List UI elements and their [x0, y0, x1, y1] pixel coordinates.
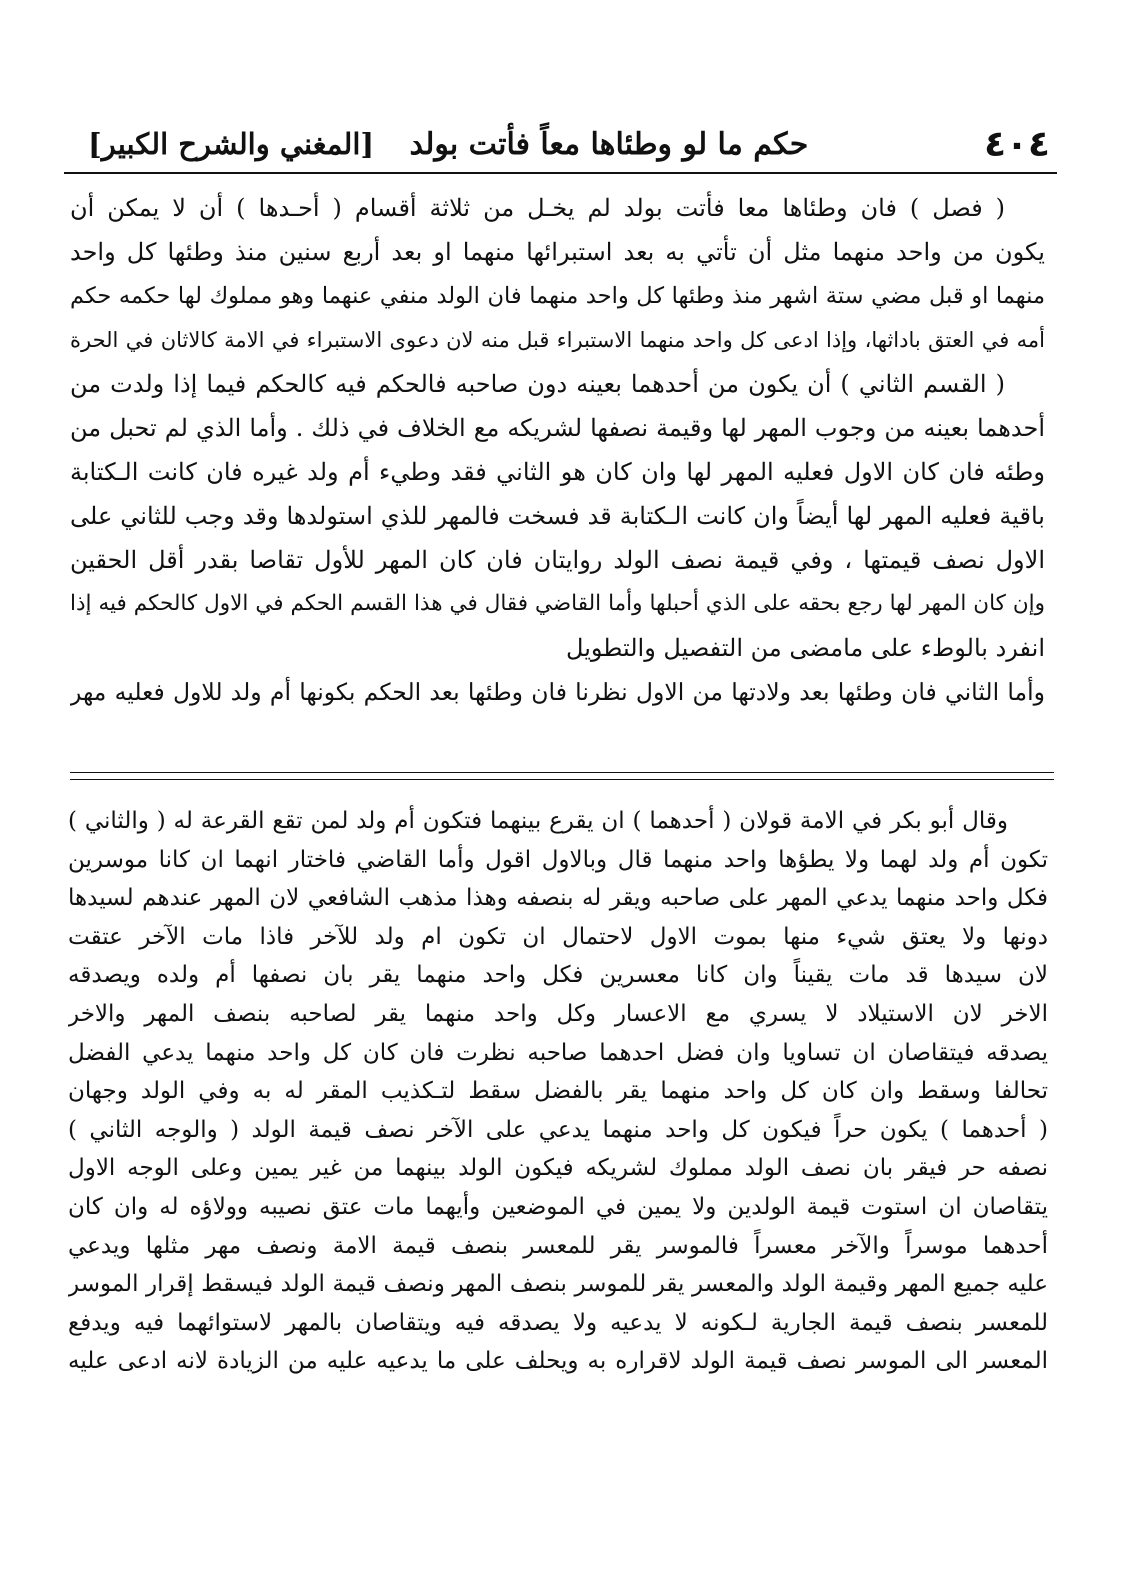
text-line: نصفه حر فيقر بان نصف الولد مملوك لشريكه فيكون الولد بينهما من غير يمين وعلى الوجه الاول [68, 1155, 1048, 1182]
commentary-text-block [68, 802, 1048, 1381]
text-line: ( فصل ) فان وطئاها معا فأتت بولد لم يخـل من ثلاثة أقسام ( أحـدها ) أن لا يمكن أن [70, 194, 1005, 222]
header-divider [64, 172, 1057, 174]
text-line: منهما او قبل مضي ستة اشهر منذ وطئها كل واحد منهما فان الولد منفي عنهما وهو مملوك لها حكمه حكم [70, 283, 1045, 309]
text-line: أمه في العتق باداثها، وإذا ادعى كل واحد منهما الاستبراء قبل منه لان دعوى الاستبراء في الامة كالاثان في الحرة [70, 328, 1045, 352]
text-line: عليه جميع المهر وقيمة الولد والمعسر يقر للموسر بنصف المهر ونصف قيمة الولد فيسقط إقرار الموسر [68, 1271, 1048, 1298]
book-title: [المغني والشرح الكبير] [88, 127, 375, 161]
text-line: وإن كان المهر لها رجع بحقه على الذي أحبلها وأما القاضي فقال في هذا القسم الحكم في الاول كالحكم فيه إذا [70, 591, 1045, 616]
text-line: المعسر الى الموسر نصف قيمة الولد لاقراره به ويحلف على ما يدعيه عليه من الزيادة لانه ادعى عليه [68, 1348, 1048, 1375]
text-line: أحدهما موسراً والآخر معسراً فالموسر يقر للمعسر بنصف قيمة الامة ونصف مهر مثلها ويدعي [68, 1232, 1048, 1259]
text-line: ( القسم الثاني ) أن يكون من أحدهما بعينه دون صاحبه فالحكم فيه كالحكم فيما إذا ولدت من [70, 370, 1006, 398]
text-line: أحدهما بعينه من وجوب المهر لها وقيمة نصفها لشريكه مع الخلاف في ذلك . وأما الذي لم تحبل من [70, 414, 1045, 442]
text-line: الاخر لان الاستيلاد لا يسري مع الاعسار وكل واحد منهما يقر لصاحبه بنصف المهر والاخر [68, 1000, 1048, 1027]
text-line: تحالفا وسقط وان كان كل واحد منهما يقر بالفضل سقط لتـكذيب المقر له به وفي الولد وجهان [68, 1078, 1048, 1105]
text-line: يتقاصان ان استوت قيمة الولدين ولا يمين في الموضعين وأيهما مات عتق نصيبه وولاؤه له وان كان [68, 1193, 1048, 1220]
page-number: ٤٠٤ [984, 123, 1050, 165]
text-line: للمعسر بنصف قيمة الجارية لـكونه لا يدعيه ولا يصدقه فيه ويتقاصان بالمهر لاستوائهما فيه ويدفع [68, 1309, 1048, 1336]
text-line: باقية فعليه المهر لها أيضاً وان كانت الـكتابة قد فسخت فالمهر للذي استولدها وقد وجب للثاني على [70, 502, 1045, 530]
text-line: وقال أبو بكر في الامة قولان ( أحدهما ) ان يقرع بينهما فتكون أم ولد لمن تقع القرعة له ( والثاني ) [68, 808, 1008, 834]
text-line: وأما الثاني فان وطئها بعد ولادتها من الاول نظرنا فان وطئها بعد الحكم بكونها أم ولد للاول فعليه مهر [70, 678, 1045, 706]
running-title: حكم ما لو وطئاها معاً فأتت بولد [409, 126, 809, 162]
text-line: لان سيدها قد مات يقيناً وان كانا معسرين فكل واحد منهما يقر بان نصفها أم ولده ويصدقه [68, 962, 1048, 989]
text-line: انفرد بالوطء على مامضى من التفصيل والتطويل [566, 634, 1045, 662]
text-line: يصدقه فيتقاصان ان تساويا وان فضل احدهما صاحبه نظرت فان كان كل واحد منهما يدعي الفضل [68, 1039, 1048, 1066]
main-text-block [70, 186, 1045, 714]
text-line: ( أحدهما ) يكون حراً فيكون كل واحد منهما يدعي على الآخر نصف قيمة الولد ( والوجه الثاني ) [68, 1116, 1048, 1143]
text-line: وطئه فان كان الاول فعليه المهر لها وان كان هو الثاني فقد وطيء أم ولد غيره فان كانت الـكتابة [70, 458, 1045, 486]
text-line: تكون أم ولد لهما ولا يطؤها واحد منهما قال وبالاول اقول وأما القاضي فاختار انهما ان كانا موسرين [68, 846, 1048, 873]
text-line: دونها ولا يعتق شيء منها بموت الاول لاحتمال ان تكون ام ولد للآخر فاذا مات الآخر عتقت [68, 923, 1048, 950]
text-line: يكون من واحد منهما مثل أن تأتي به بعد استبرائها منهما او بعد أربع سنين منذ وطئها كل واحد [70, 238, 1045, 266]
text-line: فكل واحد منهما يدعي المهر على صاحبه ويقر له بنصفه وهذا مذهب الشافعي لان المهر عندهم لسيدها [68, 885, 1048, 912]
text-line: الاول نصف قيمتها ، وفي قيمة نصف الولد روايتان فان كان المهر للأول تقاصا بقدر أقل الحقين [70, 546, 1045, 574]
section-divider [70, 772, 1054, 780]
page-header [88, 118, 1050, 170]
